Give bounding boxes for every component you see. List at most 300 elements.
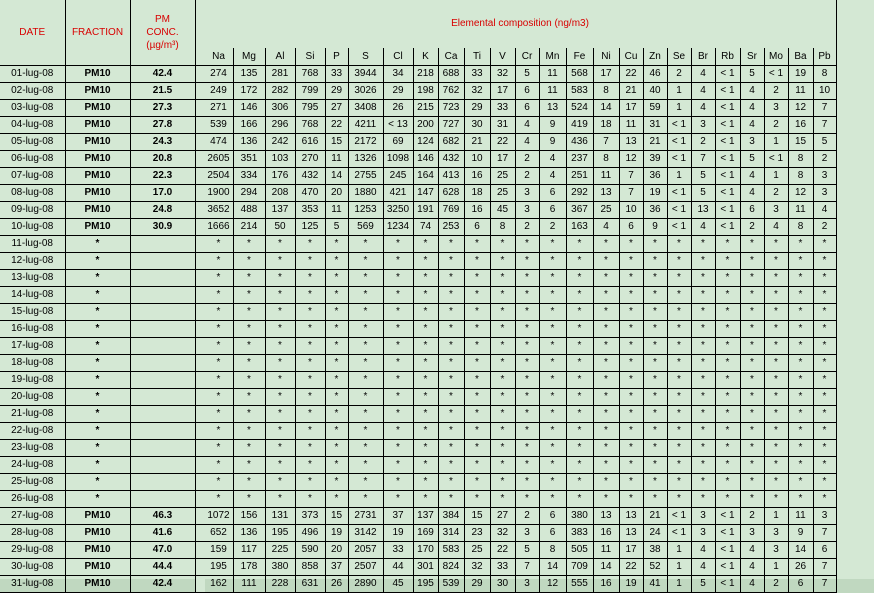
value-cell-mo: 1 [764, 134, 788, 151]
gap-cell [195, 474, 204, 491]
value-cell-k: * [413, 389, 438, 406]
element-header-ba: Ba [788, 48, 813, 66]
value-cell-fe: * [566, 474, 593, 491]
value-cell-k: 195 [413, 576, 438, 593]
value-cell-fe: * [566, 372, 593, 389]
value-cell-mn: * [539, 423, 566, 440]
value-cell-cr: 5 [515, 542, 539, 559]
value-cell-sr: * [740, 457, 764, 474]
value-cell-rb: < 1 [715, 542, 740, 559]
value-cell-rb: < 1 [715, 83, 740, 100]
value-cell-k: * [413, 287, 438, 304]
value-cell-cl: * [383, 304, 413, 321]
value-cell-mn: * [539, 355, 566, 372]
value-cell-fe: * [566, 389, 593, 406]
value-cell-k: 200 [413, 117, 438, 134]
gap-cell [195, 508, 204, 525]
value-cell-mn: * [539, 491, 566, 508]
value-cell-mg: * [233, 491, 265, 508]
element-header-cu: Cu [619, 48, 643, 66]
value-cell-na: * [204, 236, 233, 253]
value-cell-ba: 12 [788, 100, 813, 117]
value-cell-ti: * [464, 253, 490, 270]
table-row [0, 287, 836, 304]
value-cell-pb: * [813, 406, 836, 423]
value-cell-br: 4 [691, 66, 715, 83]
element-header-k: K [413, 48, 438, 66]
value-cell-br: * [691, 321, 715, 338]
date-cell: 24-lug-08 [0, 457, 65, 474]
value-cell-sr: 4 [740, 542, 764, 559]
value-cell-si: * [295, 423, 325, 440]
value-cell-mo: * [764, 474, 788, 491]
value-cell-s: 2057 [348, 542, 383, 559]
value-cell-rb: < 1 [715, 559, 740, 576]
value-cell-v: * [490, 304, 515, 321]
value-cell-al: * [265, 321, 295, 338]
value-cell-cl: 29 [383, 83, 413, 100]
value-cell-cl: 19 [383, 525, 413, 542]
value-cell-cl: * [383, 406, 413, 423]
value-cell-pb: * [813, 236, 836, 253]
value-cell-ca: * [438, 440, 464, 457]
value-cell-cr: * [515, 440, 539, 457]
value-cell-cr: * [515, 491, 539, 508]
value-cell-ni: * [593, 491, 619, 508]
value-cell-si: 496 [295, 525, 325, 542]
value-cell-se: * [667, 270, 691, 287]
gap-cell [195, 287, 204, 304]
value-cell-na: 195 [204, 559, 233, 576]
gap-cell [195, 406, 204, 423]
value-cell-al: * [265, 253, 295, 270]
table-row [0, 321, 836, 338]
date-cell: 21-lug-08 [0, 406, 65, 423]
value-cell-mn: 6 [539, 185, 566, 202]
elemental-header: Elemental composition (ng/m3) [204, 0, 836, 48]
value-cell-cr: * [515, 321, 539, 338]
value-cell-p: * [325, 457, 348, 474]
value-cell-zn: * [643, 423, 667, 440]
gap-cell [195, 304, 204, 321]
value-cell-mn: 9 [539, 134, 566, 151]
value-cell-cr: 6 [515, 83, 539, 100]
value-cell-cl: 33 [383, 542, 413, 559]
value-cell-se: * [667, 338, 691, 355]
value-cell-rb: * [715, 304, 740, 321]
value-cell-ti: 29 [464, 576, 490, 593]
value-cell-ba: 19 [788, 66, 813, 83]
value-cell-pb: * [813, 304, 836, 321]
element-header-fe: Fe [566, 48, 593, 66]
value-cell-mn: 8 [539, 542, 566, 559]
fraction-cell: * [65, 389, 130, 406]
element-header-se: Se [667, 48, 691, 66]
fraction-cell: PM10 [65, 134, 130, 151]
value-cell-mn: * [539, 440, 566, 457]
value-cell-k: 124 [413, 134, 438, 151]
value-cell-fe: * [566, 423, 593, 440]
value-cell-v: 17 [490, 151, 515, 168]
element-header-mn: Mn [539, 48, 566, 66]
value-cell-v: * [490, 406, 515, 423]
value-cell-s: 2731 [348, 508, 383, 525]
value-cell-cr: 7 [515, 559, 539, 576]
value-cell-br: * [691, 423, 715, 440]
element-header-sr: Sr [740, 48, 764, 66]
value-cell-fe: 163 [566, 219, 593, 236]
value-cell-v: 33 [490, 100, 515, 117]
pm-conc-cell [130, 491, 195, 508]
value-cell-cr: * [515, 474, 539, 491]
table-row [0, 491, 836, 508]
value-cell-si: 768 [295, 117, 325, 134]
value-cell-mo: * [764, 338, 788, 355]
value-cell-s: * [348, 236, 383, 253]
value-cell-cl: * [383, 457, 413, 474]
element-header-p: P [325, 48, 348, 66]
value-cell-ca: 432 [438, 151, 464, 168]
value-cell-k: 74 [413, 219, 438, 236]
value-cell-mn: 4 [539, 168, 566, 185]
value-cell-p: 11 [325, 202, 348, 219]
value-cell-na: 274 [204, 66, 233, 83]
value-cell-ni: * [593, 389, 619, 406]
pm-header-line2: CONC. [146, 27, 179, 38]
value-cell-zn: 39 [643, 151, 667, 168]
value-cell-zn: 46 [643, 66, 667, 83]
fraction-cell: * [65, 287, 130, 304]
value-cell-cl: 26 [383, 100, 413, 117]
pm-conc-cell [130, 423, 195, 440]
date-cell: 05-lug-08 [0, 134, 65, 151]
gap-cell [195, 355, 204, 372]
value-cell-ni: * [593, 236, 619, 253]
value-cell-cu: * [619, 491, 643, 508]
value-cell-pb: * [813, 355, 836, 372]
value-cell-cl: * [383, 372, 413, 389]
value-cell-cr: * [515, 304, 539, 321]
value-cell-mn: 6 [539, 525, 566, 542]
date-cell: 14-lug-08 [0, 287, 65, 304]
value-cell-rb: < 1 [715, 134, 740, 151]
value-cell-v: * [490, 440, 515, 457]
value-cell-si: 768 [295, 66, 325, 83]
value-cell-br: * [691, 457, 715, 474]
value-cell-pb: 8 [813, 66, 836, 83]
value-cell-ba: * [788, 304, 813, 321]
table-row [0, 100, 836, 117]
value-cell-na: * [204, 338, 233, 355]
value-cell-sr: * [740, 474, 764, 491]
fraction-cell: PM10 [65, 168, 130, 185]
value-cell-cu: * [619, 474, 643, 491]
element-header-s: S [348, 48, 383, 66]
value-cell-cu: 13 [619, 134, 643, 151]
value-cell-cr: 3 [515, 185, 539, 202]
value-cell-p: 37 [325, 559, 348, 576]
value-cell-p: 29 [325, 83, 348, 100]
value-cell-pb: 4 [813, 202, 836, 219]
value-cell-se: * [667, 457, 691, 474]
value-cell-rb: * [715, 270, 740, 287]
value-cell-al: 195 [265, 525, 295, 542]
value-cell-zn: 21 [643, 134, 667, 151]
value-cell-se: < 1 [667, 525, 691, 542]
value-cell-na: 474 [204, 134, 233, 151]
table-row [0, 559, 836, 576]
value-cell-cu: * [619, 338, 643, 355]
value-cell-cr: * [515, 406, 539, 423]
value-cell-sr: 3 [740, 134, 764, 151]
value-cell-pb: 2 [813, 151, 836, 168]
gap-cell [195, 151, 204, 168]
value-cell-ni: 14 [593, 100, 619, 117]
value-cell-mg: * [233, 406, 265, 423]
value-cell-mo: < 1 [764, 66, 788, 83]
value-cell-na: * [204, 406, 233, 423]
value-cell-v: 22 [490, 542, 515, 559]
value-cell-fe: * [566, 338, 593, 355]
table-row [0, 185, 836, 202]
value-cell-s: * [348, 287, 383, 304]
value-cell-cu: * [619, 321, 643, 338]
value-cell-na: * [204, 372, 233, 389]
value-cell-cr: * [515, 372, 539, 389]
value-cell-p: * [325, 491, 348, 508]
value-cell-mo: * [764, 423, 788, 440]
value-cell-cl: 245 [383, 168, 413, 185]
value-cell-br: 3 [691, 508, 715, 525]
value-cell-sr: 4 [740, 83, 764, 100]
value-cell-ni: * [593, 406, 619, 423]
value-cell-sr: * [740, 270, 764, 287]
value-cell-br: * [691, 372, 715, 389]
value-cell-p: 5 [325, 219, 348, 236]
value-cell-sr: * [740, 304, 764, 321]
value-cell-zn: 24 [643, 525, 667, 542]
value-cell-ca: * [438, 389, 464, 406]
pm-conc-cell: 47.0 [130, 542, 195, 559]
value-cell-na: 652 [204, 525, 233, 542]
table-row [0, 440, 836, 457]
pm-conc-cell: 27.3 [130, 100, 195, 117]
value-cell-ni: * [593, 440, 619, 457]
value-cell-si: * [295, 406, 325, 423]
value-cell-p: * [325, 355, 348, 372]
value-cell-v: * [490, 423, 515, 440]
pm-conc-cell [130, 372, 195, 389]
value-cell-cl: 3250 [383, 202, 413, 219]
value-cell-mg: 351 [233, 151, 265, 168]
value-cell-pb: * [813, 457, 836, 474]
value-cell-ti: * [464, 372, 490, 389]
value-cell-k: * [413, 304, 438, 321]
fraction-cell: * [65, 423, 130, 440]
value-cell-si: * [295, 389, 325, 406]
value-cell-si: 858 [295, 559, 325, 576]
value-cell-mg: * [233, 440, 265, 457]
gap-cell [195, 389, 204, 406]
value-cell-cl: * [383, 236, 413, 253]
value-cell-ca: 539 [438, 576, 464, 593]
value-cell-p: * [325, 423, 348, 440]
pm-conc-cell [130, 355, 195, 372]
value-cell-ni: 11 [593, 168, 619, 185]
value-cell-mn: 9 [539, 117, 566, 134]
value-cell-v: * [490, 253, 515, 270]
value-cell-ti: * [464, 440, 490, 457]
value-cell-mn: 14 [539, 559, 566, 576]
value-cell-si: * [295, 457, 325, 474]
value-cell-k: * [413, 423, 438, 440]
gap-cell [195, 270, 204, 287]
value-cell-pb: 10 [813, 83, 836, 100]
value-cell-p: * [325, 236, 348, 253]
value-cell-cu: 10 [619, 202, 643, 219]
value-cell-ni: * [593, 253, 619, 270]
value-cell-cr: * [515, 355, 539, 372]
value-cell-ba: 6 [788, 576, 813, 593]
value-cell-cu: * [619, 389, 643, 406]
table-row [0, 219, 836, 236]
value-cell-cl: * [383, 389, 413, 406]
value-cell-cu: * [619, 423, 643, 440]
value-cell-mg: * [233, 372, 265, 389]
value-cell-mg: 166 [233, 117, 265, 134]
value-cell-rb: < 1 [715, 219, 740, 236]
value-cell-rb: * [715, 372, 740, 389]
value-cell-al: 131 [265, 508, 295, 525]
table-row [0, 66, 836, 83]
value-cell-cl: * [383, 355, 413, 372]
value-cell-rb: < 1 [715, 202, 740, 219]
value-cell-al: 242 [265, 134, 295, 151]
value-cell-si: 799 [295, 83, 325, 100]
value-cell-ba: 26 [788, 559, 813, 576]
value-cell-si: * [295, 440, 325, 457]
table-row [0, 151, 836, 168]
value-cell-sr: * [740, 236, 764, 253]
value-cell-p: * [325, 389, 348, 406]
value-cell-sr: 2 [740, 508, 764, 525]
value-cell-ba: * [788, 355, 813, 372]
value-cell-pb: 7 [813, 576, 836, 593]
value-cell-ti: * [464, 304, 490, 321]
value-cell-mn: * [539, 474, 566, 491]
value-cell-cu: 17 [619, 100, 643, 117]
value-cell-al: 228 [265, 576, 295, 593]
value-cell-si: 353 [295, 202, 325, 219]
value-cell-cl: 34 [383, 66, 413, 83]
value-cell-rb: < 1 [715, 66, 740, 83]
value-cell-ni: * [593, 355, 619, 372]
value-cell-k: 301 [413, 559, 438, 576]
value-cell-pb: * [813, 474, 836, 491]
value-cell-si: 373 [295, 508, 325, 525]
value-cell-cl: * [383, 491, 413, 508]
value-cell-mg: 334 [233, 168, 265, 185]
date-cell: 08-lug-08 [0, 185, 65, 202]
value-cell-rb: * [715, 440, 740, 457]
value-cell-ti: * [464, 321, 490, 338]
value-cell-sr: 6 [740, 202, 764, 219]
value-cell-se: * [667, 236, 691, 253]
element-header-cl: Cl [383, 48, 413, 66]
value-cell-fe: 436 [566, 134, 593, 151]
value-cell-br: * [691, 474, 715, 491]
value-cell-na: 2605 [204, 151, 233, 168]
fraction-cell: * [65, 474, 130, 491]
value-cell-se: 2 [667, 66, 691, 83]
value-cell-al: * [265, 372, 295, 389]
value-cell-mg: 111 [233, 576, 265, 593]
value-cell-se: < 1 [667, 202, 691, 219]
value-cell-fe: 383 [566, 525, 593, 542]
value-cell-s: * [348, 355, 383, 372]
value-cell-s: * [348, 474, 383, 491]
value-cell-zn: * [643, 440, 667, 457]
value-cell-br: 4 [691, 542, 715, 559]
value-cell-zn: * [643, 372, 667, 389]
value-cell-cr: * [515, 270, 539, 287]
table-row [0, 338, 836, 355]
value-cell-mn: 12 [539, 576, 566, 593]
value-cell-k: * [413, 355, 438, 372]
fraction-cell: PM10 [65, 100, 130, 117]
value-cell-fe: 237 [566, 151, 593, 168]
value-cell-k: 137 [413, 508, 438, 525]
value-cell-s: * [348, 491, 383, 508]
value-cell-mo: * [764, 406, 788, 423]
value-cell-ba: 11 [788, 508, 813, 525]
value-cell-si: * [295, 321, 325, 338]
value-cell-fe: * [566, 253, 593, 270]
value-cell-ni: * [593, 270, 619, 287]
pm-conc-cell: 42.4 [130, 576, 195, 593]
value-cell-ti: * [464, 389, 490, 406]
value-cell-k: 146 [413, 151, 438, 168]
value-cell-zn: 59 [643, 100, 667, 117]
value-cell-se: < 1 [667, 151, 691, 168]
value-cell-mg: * [233, 474, 265, 491]
value-cell-si: * [295, 287, 325, 304]
value-cell-zn: * [643, 338, 667, 355]
date-cell: 19-lug-08 [0, 372, 65, 389]
value-cell-cu: * [619, 253, 643, 270]
value-cell-mn: * [539, 338, 566, 355]
value-cell-s: 1326 [348, 151, 383, 168]
pm-conc-cell [130, 270, 195, 287]
value-cell-v: * [490, 321, 515, 338]
value-cell-cu: 7 [619, 168, 643, 185]
gap-cell [195, 321, 204, 338]
value-cell-cr: 4 [515, 117, 539, 134]
date-cell: 06-lug-08 [0, 151, 65, 168]
value-cell-p: * [325, 287, 348, 304]
value-cell-ni: * [593, 321, 619, 338]
value-cell-pb: 7 [813, 559, 836, 576]
table-row [0, 270, 836, 287]
value-cell-rb: * [715, 389, 740, 406]
value-cell-br: 7 [691, 151, 715, 168]
value-cell-v: 45 [490, 202, 515, 219]
value-cell-si: * [295, 474, 325, 491]
value-cell-mo: * [764, 372, 788, 389]
value-cell-ni: * [593, 287, 619, 304]
value-cell-na: 539 [204, 117, 233, 134]
date-cell: 01-lug-08 [0, 66, 65, 83]
